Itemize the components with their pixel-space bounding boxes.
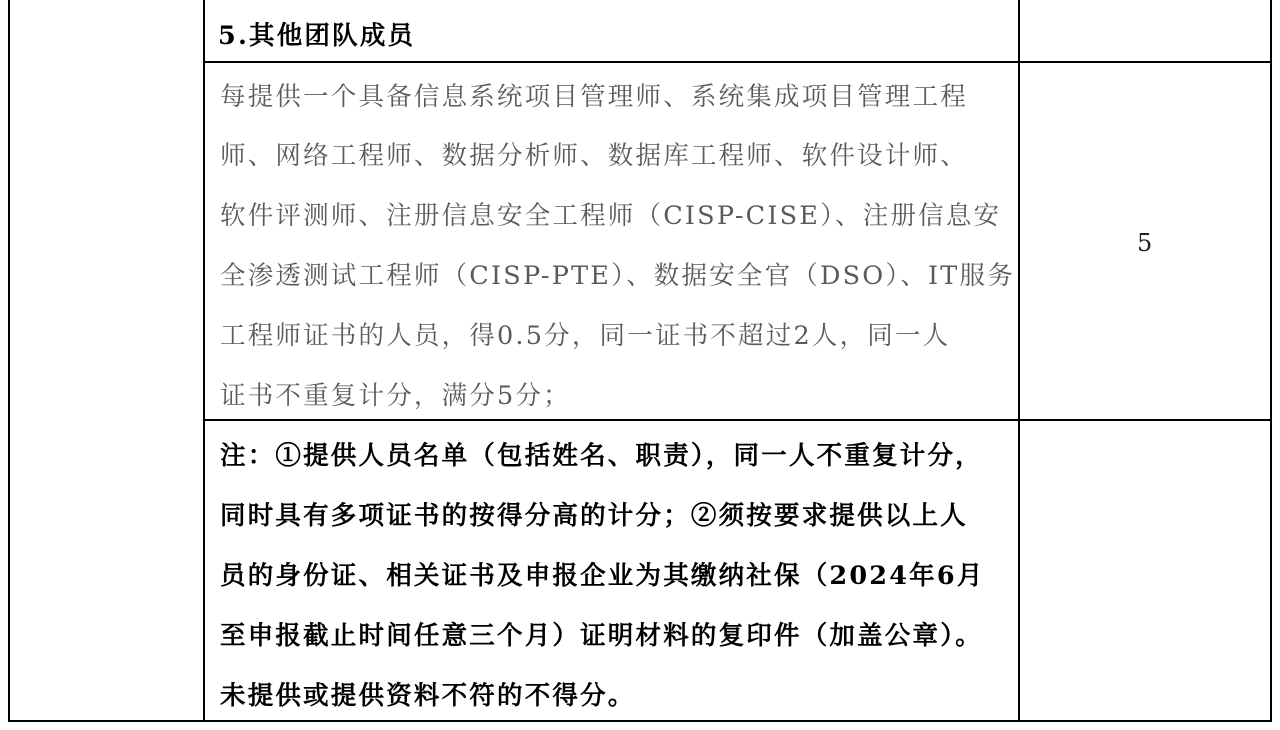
note-line: 注：①提供人员名单（包括姓名、职责），同一人不重复计分，	[220, 441, 983, 471]
table-border-right	[1270, 0, 1272, 722]
column-divider-1	[203, 0, 205, 722]
score-value: 5	[1137, 229, 1153, 257]
table-border-left	[8, 0, 10, 722]
note-line: 至申报截止时间任意三个月）证明材料的复印件（加盖公章）。	[220, 621, 983, 651]
row-divider-2	[203, 419, 1272, 421]
note-line: 同时具有多项证书的按得分高的计分；②须按要求提供以上人	[220, 501, 968, 531]
note-line: 员的身份证、相关证书及申报企业为其缴纳社保（2024年6月	[220, 561, 985, 591]
row-divider-1	[203, 61, 1272, 63]
criteria-line: 每提供一个具备信息系统项目管理师、系统集成项目管理工程	[220, 82, 968, 112]
table-border-bottom	[8, 720, 1272, 722]
criteria-line: 软件评测师、注册信息安全工程师（CISP-CISE）、注册信息安	[220, 201, 1002, 231]
criteria-line: 全渗透测试工程师（CISP-PTE）、数据安全官（DSO）、IT服务	[220, 261, 1015, 291]
criteria-line: 师、网络工程师、数据分析师、数据库工程师、软件设计师、	[220, 141, 968, 171]
note-line: 未提供或提供资料不符的不得分。	[220, 681, 636, 711]
section-title: 5.其他团队成员	[218, 21, 416, 51]
column-divider-2	[1018, 0, 1020, 722]
criteria-line: 工程师证书的人员，得0.5分，同一证书不超过2人，同一人	[220, 321, 951, 351]
criteria-line: 证书不重复计分，满分5分；	[220, 381, 571, 411]
